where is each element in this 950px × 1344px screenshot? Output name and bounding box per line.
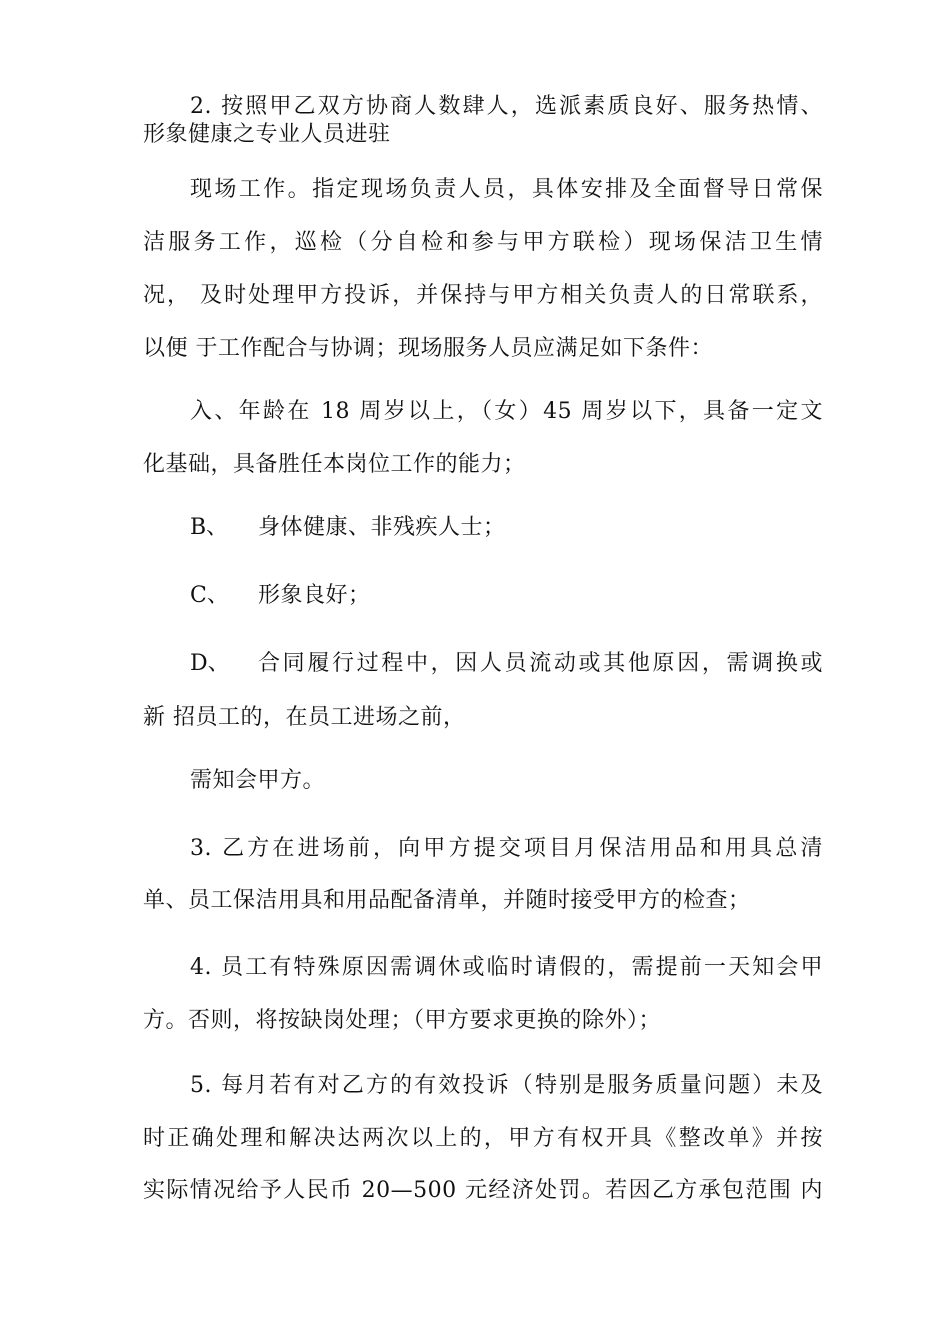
paragraph-2b-line-2: 洁服务工作，巡检（分自检和参与甲方联检）现场保洁卫生情 <box>143 230 823 255</box>
item-b-text: 身体健康、非残疾人士； <box>258 515 506 540</box>
paragraph-2b-line-3: 况， 及时处理甲方投诉，并保持与甲方相关负责人的日常联系， <box>143 283 823 308</box>
paragraph-2b-line-1: 现场工作。指定现场负责人员，具体安排及全面督导日常保 <box>190 177 823 202</box>
paragraph-5-line-3: 实际情况给予人民币 20—500 元经济处罚。若因乙方承包范围 内 <box>143 1178 823 1203</box>
paragraph-5-line-1: 5. 每月若有对乙方的有效投诉（特别是服务质量问题）未及 <box>190 1073 823 1098</box>
paragraph-2-line-1: 2. 按照甲乙双方协商人数肆人，选派素质良好、服务热情、 <box>190 94 823 119</box>
item-a-line-1: 入、年龄在 18 周岁以上，（女）45 周岁以下，具备一定文 <box>190 399 823 424</box>
item-d-letter: D、 <box>190 651 230 676</box>
item-c-text: 形象良好； <box>258 583 371 608</box>
paragraph-5-line-2: 时正确处理和解决达两次以上的，甲方有权开具《整改单》并按 <box>143 1126 823 1151</box>
item-c-letter: C、 <box>190 583 229 608</box>
paragraph-2b-line-4: 以便 于工作配合与协调；现场服务人员应满足如下条件： <box>143 336 713 361</box>
item-d-text: 合同履行过程中，因人员流动或其他原因，需调换或 <box>258 651 823 676</box>
item-d-line-3: 需知会甲方。 <box>190 768 326 793</box>
paragraph-2-line-2: 形象健康之专业人员进驻 <box>143 122 391 147</box>
paragraph-3-line-2: 单、员工保洁用具和用品配备清单，并随时接受甲方的检查； <box>143 888 751 913</box>
item-b-letter: B、 <box>190 515 229 540</box>
item-a-line-2: 化基础，具备胜任本岗位工作的能力； <box>143 452 526 477</box>
paragraph-4-line-1: 4. 员工有特殊原因需调休或临时请假的，需提前一天知会甲 <box>190 955 823 980</box>
item-d-line-2: 新 招员工的，在员工进场之前， <box>143 705 466 730</box>
paragraph-3-line-1: 3. 乙方在进场前，向甲方提交项目月保洁用品和用具总清 <box>190 836 823 861</box>
paragraph-4-line-2: 方。否则，将按缺岗处理；（甲方要求更换的除外）； <box>143 1008 662 1033</box>
